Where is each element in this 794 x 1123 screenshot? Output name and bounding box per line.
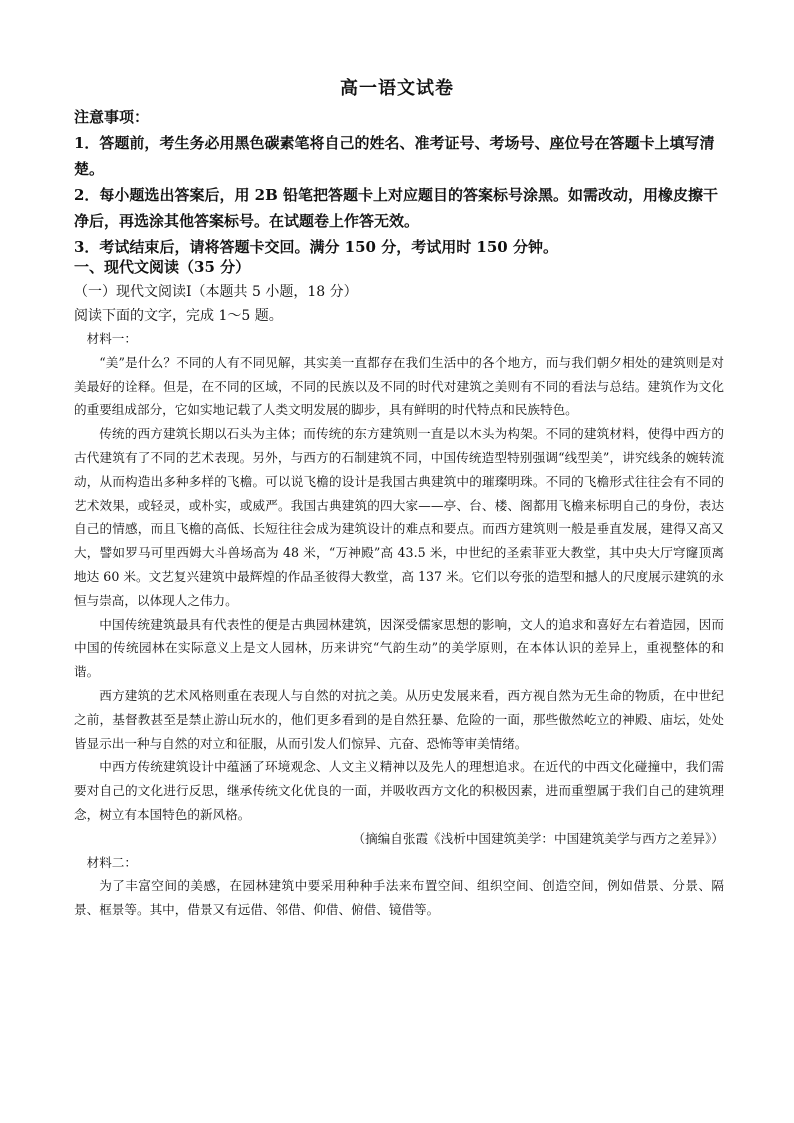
reading-instruction: 阅读下面的文字，完成 1～5 题。 xyxy=(74,308,283,324)
material-label: 材料一： xyxy=(86,331,137,346)
subsection-heading: （一）现代文阅读Ⅰ（本题共 5 小题，18 分） xyxy=(74,284,358,300)
notice-heading: 注意事项： xyxy=(74,108,150,126)
notice-item: 3．考试结束后，请将答题卡交回。满分 150 分，考试用时 150 分钟。 xyxy=(74,238,558,256)
section-heading: 一、现代文阅读（35 分） xyxy=(74,258,251,276)
paragraph: 中国传统建筑最具有代表性的便是古典园林建筑，因深受儒家思想的影响，文人的追求和喜好左右着造园，因而中国的传统园林在实际意义上是文人园林，历来讲究“气韵生动”的美学原则，在本体认识的差异上，重视整体的和谐。 xyxy=(74,616,724,680)
paragraph: 中西方传统建筑设计中蕴涵了环境观念、人文主义精神以及先人的理想追求。在近代的中西文化碰撞中，我们需要对自己的文化进行反思，继承传统文化优良的一面，并吸收西方文化的积极因素，进而重塑属于我们自己的建筑理念，树立有本国特色的新风格。 xyxy=(74,759,724,822)
page-title: 高一语文试卷 xyxy=(340,78,454,99)
paragraph: 西方建筑的艺术风格则重在表现人与自然的对抗之美。从历史发展来看，西方视自然为无生命的物质，在中世纪之前，基督教甚至是禁止游山玩水的，他们更多看到的是自然狂暴、危险的一面，那些傲然屹立的神殿、庙坛，处处皆显示出一种与自然的对立和征服，从而引发人们惊异、亢奋、恐怖等审美情绪。 xyxy=(74,687,724,751)
source-citation: （摘编自张霞《浅析中国建筑美学：中国建筑美学与西方之差异》） xyxy=(352,830,724,846)
paragraph: 传统的西方建筑长期以石头为主体；而传统的东方建筑则一直是以木头为构架。不同的建筑材料，使得中西方的古代建筑有了不同的艺术表现。另外，与西方的石制建筑不同，中国传统造型特别强调“线型美”，讲究线条的婉转流动，从而构造出多种多样的飞檐。可以说飞檐的设计是我国古典建筑中的璀璨明珠。不同的飞檐形式往往会有不同的艺术效果，或轻灵，或朴实，或威严。我国古典建筑的四大家——亭、台、楼、阁都用飞檐来标明自己的身份，表达自己的情感，而且飞檐的高低、长短往往会成为建筑设计的难点和要点。而西方建筑则一般是垂直发展，建得又高又大，譬如罗马可里西姆大斗兽场高为 48 米，“万神殿”高 43.5 米，中世纪的圣索菲亚大教堂，其中央大厅穹窿顶离地达 60 米。文艺复兴建筑中最辉煌的作品圣彼得大教堂，高 137 米。它们以夸张的造型和撼人的尺度展示建筑的永恒与崇高，以体现人之伟力。 xyxy=(74,426,724,608)
paragraph: “美”是什么？不同的人有不同见解，其实美一直都存在我们生活中的各个地方，而与我们朝夕相处的建筑则是对美最好的诠释。但是，在不同的区域，不同的民族以及不同的时代对建筑之美则有不同的看法与总结。建筑作为文化的重要组成部分，它如实地记载了人类文明发展的脚步，具有鲜明的时代特点和民族特色。 xyxy=(74,354,724,418)
notice-block xyxy=(74,104,724,260)
material-label: 材料二： xyxy=(86,854,137,870)
notice-item: 2．每小题选出答案后，用 2B 铅笔把答题卡上对应题目的答案标号涂黑。如需改动，用橡皮擦干净后，再选涂其他答案标号。在试题卷上作答无效。 xyxy=(74,186,719,230)
reading-passage xyxy=(74,327,724,922)
notice-item: 1．答题前，考生务必用黑色碳素笔将自己的姓名、准考证号、考场号、座位号在答题卡上填写清楚。 xyxy=(74,134,715,178)
paragraph: 为了丰富空间的美感，在园林建筑中要采用种种手法来布置空间、组织空间、创造空间，例如借景、分景、隔景、框景等。其中，借景又有远借、邻借、仰借、俯借、镜借等。 xyxy=(74,878,724,918)
